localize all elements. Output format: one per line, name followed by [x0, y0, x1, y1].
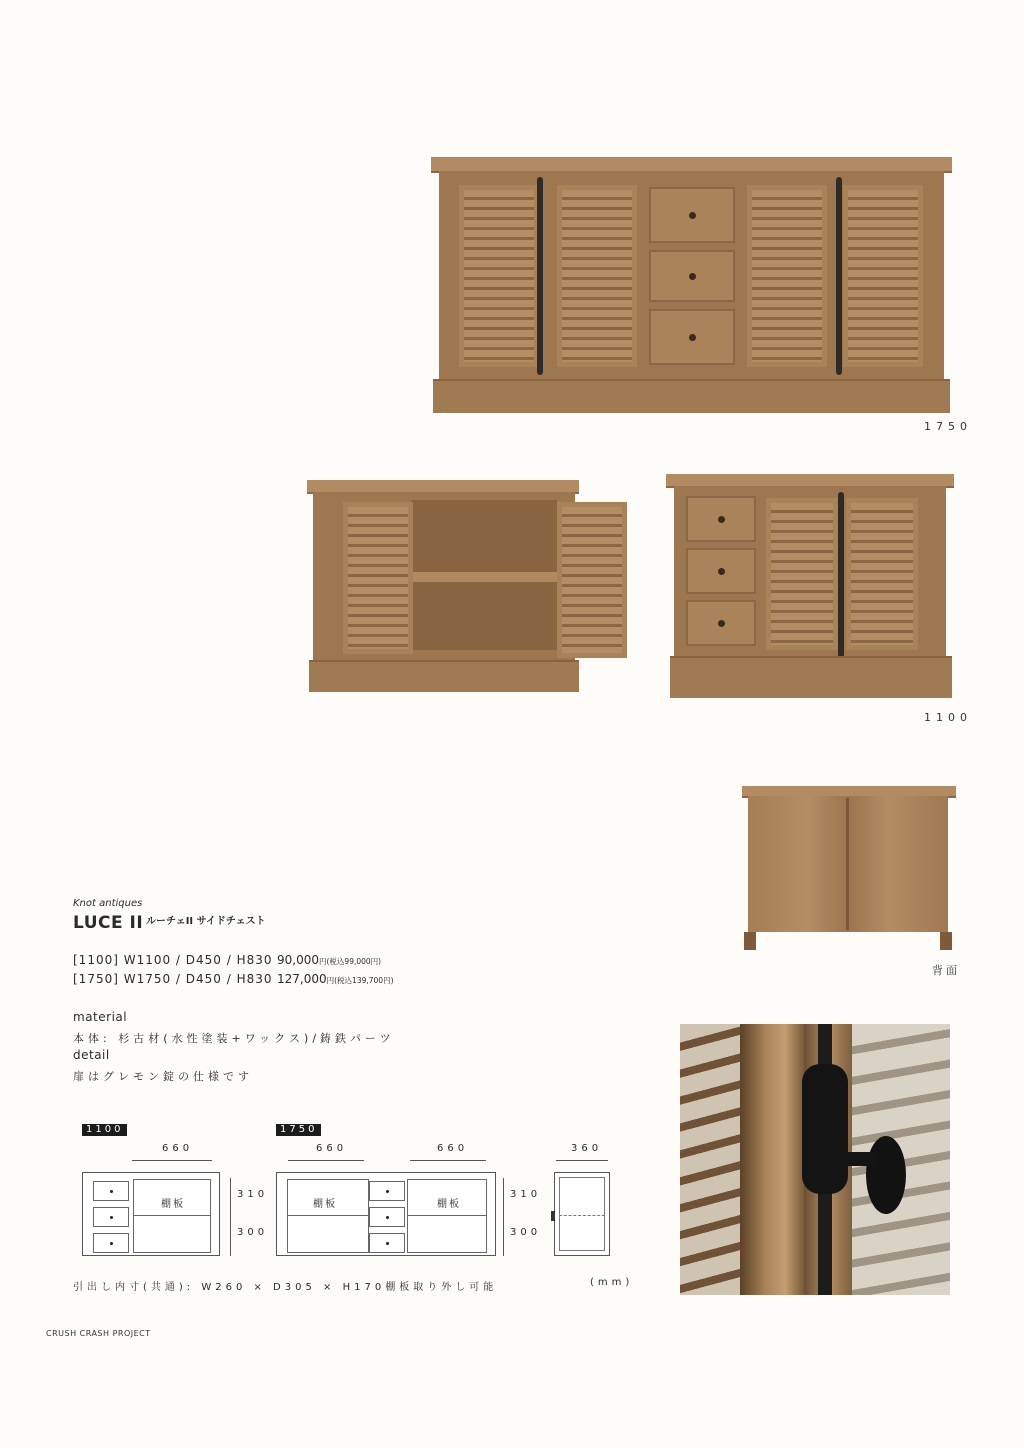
dim-1750-h300: 300 — [510, 1227, 542, 1238]
dim-1100-h310: 310 — [237, 1189, 269, 1200]
detail-text: 扉はグレモン錠の仕様です — [73, 1070, 253, 1083]
caption-1100: 1100 — [924, 711, 972, 724]
product-name-jp: ルーチェII サイドチェスト — [146, 916, 266, 927]
shelf-label-1750-right: 棚板 — [437, 1199, 461, 1210]
photo-espagnolette-detail — [680, 1024, 950, 1295]
drawer-inner-note: 引出し内寸(共通): W260 × D305 × H170棚板取り外し可能 — [73, 1282, 498, 1293]
photo-sideboard-1750 — [431, 157, 952, 411]
diagram-1100 — [82, 1172, 220, 1256]
caption-1750: 1750 — [924, 420, 972, 433]
dim-1100-width: 660 — [162, 1143, 194, 1154]
brand-name: Knot antiques — [73, 898, 143, 909]
dim-1100-h300: 300 — [237, 1227, 269, 1238]
footer-brand: CRUSH CRASH PROJECT — [46, 1329, 151, 1338]
dim-depth-360: 360 — [571, 1143, 603, 1154]
material-label: material — [73, 1010, 128, 1024]
photo-sideboard-1100-closed — [666, 474, 954, 696]
shelf-label-1750-left: 棚板 — [313, 1199, 337, 1210]
product-name: LUCE II — [73, 913, 144, 933]
photo-sideboard-back — [742, 786, 956, 950]
caption-back: 背面 — [932, 964, 960, 977]
detail-label: detail — [73, 1048, 110, 1062]
price-1750: 127,000円(税込139,700円) — [277, 972, 394, 986]
spec-size-1100: [1100] W1100 / D450 / H830 — [73, 953, 273, 967]
photo-sideboard-1100-open — [307, 480, 631, 690]
spec-size-1750: [1750] W1750 / D450 / H830 — [73, 972, 273, 986]
dim-1750-width-right: 660 — [437, 1143, 469, 1154]
diagram-tag-1100: 1100 — [82, 1124, 127, 1136]
dim-1750-h310: 310 — [510, 1189, 542, 1200]
diagram-side-view — [554, 1172, 610, 1256]
material-text: 本体: 杉古材(水性塗装+ワックス)/鋳鉄パーツ — [73, 1032, 395, 1045]
diagram-1750 — [276, 1172, 496, 1256]
shelf-label-1100: 棚板 — [161, 1199, 185, 1210]
unit-label: (mm) — [590, 1277, 634, 1288]
dim-1750-width-left: 660 — [316, 1143, 348, 1154]
price-1100: 90,000円(税込99,000円) — [277, 953, 382, 967]
diagram-tag-1750: 1750 — [276, 1124, 321, 1136]
